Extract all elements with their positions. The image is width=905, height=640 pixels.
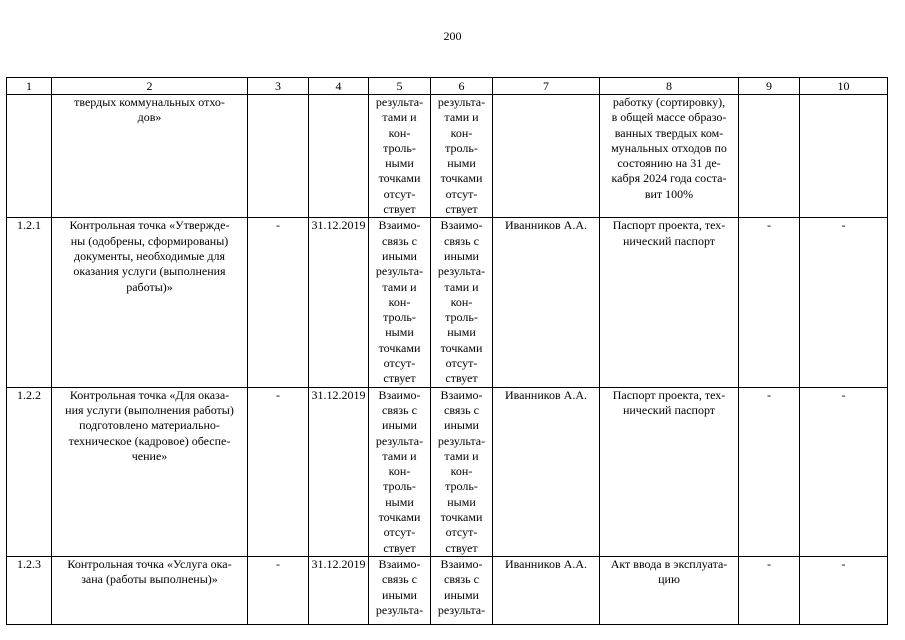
row-col5-cell: Взаимо- связь с иными результа- тами и кон- троль- ными точками отсут- ствует: [369, 218, 431, 387]
header-col-3: 3: [248, 78, 309, 95]
row-responsible-cell: Иванников А.А.: [493, 218, 600, 387]
table-row: [7, 95, 888, 218]
row-col3-cell: -: [248, 218, 309, 387]
row-responsible-cell: [493, 95, 600, 218]
row-col3-cell: -: [248, 387, 309, 556]
row-number-cell: 1.2.1: [7, 218, 52, 387]
header-col-1: 1: [7, 78, 52, 95]
row-col6-cell: Взаимо- связь с иными результа- тами и кон- троль- ными точками отсут- ствует: [431, 387, 493, 556]
row-name-cell: Контрольная точка «Утвержде- ны (одобрены, сформированы) документы, необходимые для оказания услуги (выполнения работы)»: [52, 218, 248, 387]
row-document-cell: работку (сортировку), в общей массе образо- ванных твердых ком- мунальных отходов по состоянию на 31 де- кабря 2024 года соста- вит 100%: [600, 95, 739, 218]
row-col5-cell: Взаимо- связь с иными результа-: [369, 556, 431, 624]
row-col10-cell: -: [800, 556, 888, 624]
row-name-cell: Контрольная точка «Для оказа- ния услуги (выполнения работы) подготовлено материально- техническое (кадровое) обеспе- чение»: [52, 387, 248, 556]
row-document-cell: Акт ввода в эксплуата- цию: [600, 556, 739, 624]
row-col10-cell: [800, 95, 888, 218]
header-row: [7, 78, 888, 95]
row-name-cell: твердых коммунальных отхо- дов»: [52, 95, 248, 218]
row-col3-cell: -: [248, 556, 309, 624]
row-col10-cell: -: [800, 218, 888, 387]
row-date-cell: 31.12.2019: [309, 387, 369, 556]
row-col5-cell: результа- тами и кон- троль- ными точками отсут- ствует: [369, 95, 431, 218]
header-col-8: 8: [600, 78, 739, 95]
row-col9-cell: -: [739, 556, 800, 624]
row-document-cell: Паспорт проекта, тех- нический паспорт: [600, 218, 739, 387]
row-col10-cell: -: [800, 387, 888, 556]
row-name-cell: Контрольная точка «Услуга ока- зана (работы выполнены)»: [52, 556, 248, 624]
row-col9-cell: [739, 95, 800, 218]
row-col6-cell: Взаимо- связь с иными результа-: [431, 556, 493, 624]
row-col6-cell: результа- тами и кон- троль- ными точками отсут- ствует: [431, 95, 493, 218]
header-col-5: 5: [369, 78, 431, 95]
row-number-cell: 1.2.2: [7, 387, 52, 556]
row-col3-cell: [248, 95, 309, 218]
row-col5-cell: Взаимо- связь с иными результа- тами и кон- троль- ными точками отсут- ствует: [369, 387, 431, 556]
row-col9-cell: -: [739, 218, 800, 387]
row-responsible-cell: Иванников А.А.: [493, 387, 600, 556]
row-number-cell: 1.2.3: [7, 556, 52, 624]
header-col-6: 6: [431, 78, 493, 95]
header-col-9: 9: [739, 78, 800, 95]
page-number: 200: [443, 29, 462, 43]
table-row: [7, 387, 888, 556]
document-table: [6, 77, 888, 625]
row-number-cell: [7, 95, 52, 218]
row-col9-cell: -: [739, 387, 800, 556]
header-col-2: 2: [52, 78, 248, 95]
row-date-cell: 31.12.2019: [309, 556, 369, 624]
row-col6-cell: Взаимо- связь с иными результа- тами и кон- троль- ными точками отсут- ствует: [431, 218, 493, 387]
table-row: [7, 556, 888, 624]
row-responsible-cell: Иванников А.А.: [493, 556, 600, 624]
table-row: [7, 218, 888, 387]
row-date-cell: [309, 95, 369, 218]
row-document-cell: Паспорт проекта, тех- нический паспорт: [600, 387, 739, 556]
row-date-cell: 31.12.2019: [309, 218, 369, 387]
header-col-7: 7: [493, 78, 600, 95]
header-col-10: 10: [800, 78, 888, 95]
header-col-4: 4: [309, 78, 369, 95]
